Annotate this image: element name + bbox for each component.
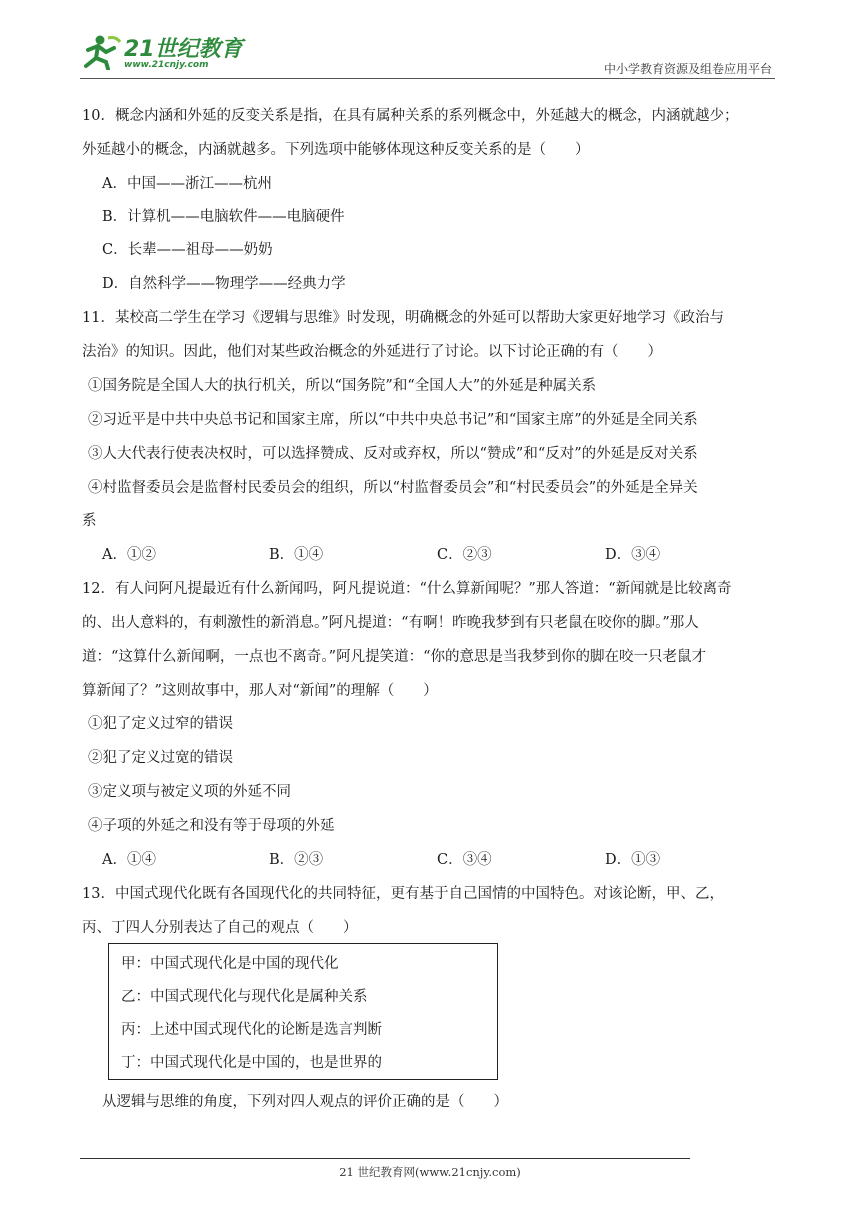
site-logo[interactable] (78, 30, 253, 78)
q12-choice-a[interactable]: A．①④ (102, 852, 156, 868)
q11-item-4-continued: 系 (82, 513, 97, 529)
q12-item-3: ③定义项与被定义项的外延不同 (88, 784, 291, 800)
q12-choice-c[interactable]: C．③④ (437, 852, 492, 868)
q12-stem-line-2: 的、出人意料的，有刺激性的新消息。”阿凡提道：“有啊！昨晚我梦到有只老鼠在咬你的脚。”那人 (82, 615, 699, 631)
q10-option-a[interactable]: A．中国——浙江——杭州 (102, 176, 272, 192)
q10-stem-line-2: 外延越小的概念，内涵就越多。下列选项中能够体现这种反变关系的是（ ） (82, 142, 590, 158)
q13-question: 从逻辑与思维的角度，下列对四人观点的评价正确的是（ ） (102, 1094, 508, 1110)
q10-stem-line-1: 10．概念内涵和外延的反变关系是指，在具有属种关系的系列概念中，外延越大的概念，内涵就越少； (82, 108, 739, 124)
q11-choice-d[interactable]: D．③④ (605, 547, 661, 563)
logo-title: 21世纪教育 (124, 37, 243, 62)
viewpoint-yi: 乙：中国式现代化与现代化是属种关系 (121, 989, 368, 1005)
q11-choice-c[interactable]: C．②③ (437, 547, 492, 563)
q12-stem-line-1: 12．有人问阿凡提最近有什么新闻吗，阿凡提说道：“什么算新闻呢？”那人答道：“新闻就是比较离奇 (82, 581, 732, 597)
footer-text[interactable]: 21 世纪教育网(www.21cnjy.com) (339, 1165, 521, 1179)
q12-choices (102, 850, 782, 870)
q11-item-3: ③人大代表行使表决权时，可以选择赞成、反对或弃权，所以“赞成”和“反对”的外延是反对关系 (88, 446, 698, 462)
q12-choice-b[interactable]: B．②③ (269, 852, 324, 868)
q11-stem-line-2: 法治》的知识。因此，他们对某些政治概念的外延进行了讨论。以下讨论正确的有（ ） (82, 344, 662, 360)
q13-stem-line-2: 丙、丁四人分别表达了自己的观点（ ） (82, 920, 358, 936)
viewpoint-bing: 丙：上述中国式现代化的论断是选言判断 (121, 1022, 382, 1038)
q11-choice-a[interactable]: A．①② (102, 547, 156, 563)
logo-url: www.21cnjy.com (124, 60, 209, 70)
q12-stem-line-4: 算新闻了？”这则故事中，那人对“新闻”的理解（ ） (82, 683, 438, 699)
header-divider (80, 78, 775, 79)
q11-item-1: ①国务院是全国人大的执行机关，所以“国务院”和“全国人大”的外延是种属关系 (88, 378, 597, 394)
platform-tagline: 中小学教育资源及组卷应用平台 (603, 62, 772, 76)
q10-option-d[interactable]: D．自然科学——物理学——经典力学 (102, 276, 346, 292)
q13-stem-line-1: 13．中国式现代化既有各国现代化的共同特征，更有基于自己国情的中国特色。对该论断，甲、乙， (82, 886, 724, 902)
q11-choice-b[interactable]: B．①④ (269, 547, 324, 563)
viewpoint-jia: 甲：中国式现代化是中国的现代化 (121, 956, 339, 972)
runner-logo-icon (78, 34, 122, 70)
q11-item-2: ②习近平是中共中央总书记和国家主席，所以“中共中央总书记”和“国家主席”的外延是全同关系 (88, 412, 698, 428)
q11-stem-line-1: 11．某校高二学生在学习《逻辑与思维》时发现，明确概念的外延可以帮助大家更好地学习《政治与 (82, 310, 724, 326)
footer-divider (80, 1158, 690, 1159)
page-header (0, 0, 860, 80)
q12-stem-line-3: 道：“这算什么新闻啊，一点也不离奇。”阿凡提笑道：“你的意思是当我梦到你的脚在咬一只老鼠才 (82, 649, 706, 665)
q12-item-4: ④子项的外延之和没有等于母项的外延 (88, 818, 335, 834)
q13-viewpoints-box (108, 943, 498, 1080)
q11-choices (102, 545, 782, 565)
q12-choice-d[interactable]: D．①③ (605, 852, 661, 868)
q10-option-c[interactable]: C．长辈——祖母——奶奶 (102, 242, 273, 258)
q11-item-4: ④村监督委员会是监督村民委员会的组织，所以“村监督委员会”和“村民委员会”的外延是全异关 (88, 480, 698, 496)
viewpoint-ding: 丁：中国式现代化是中国的，也是世界的 (121, 1055, 382, 1071)
q10-option-b[interactable]: B．计算机——电脑软件——电脑硬件 (102, 209, 345, 225)
q12-item-2: ②犯了定义过宽的错误 (88, 750, 233, 766)
q12-item-1: ①犯了定义过窄的错误 (88, 716, 233, 732)
